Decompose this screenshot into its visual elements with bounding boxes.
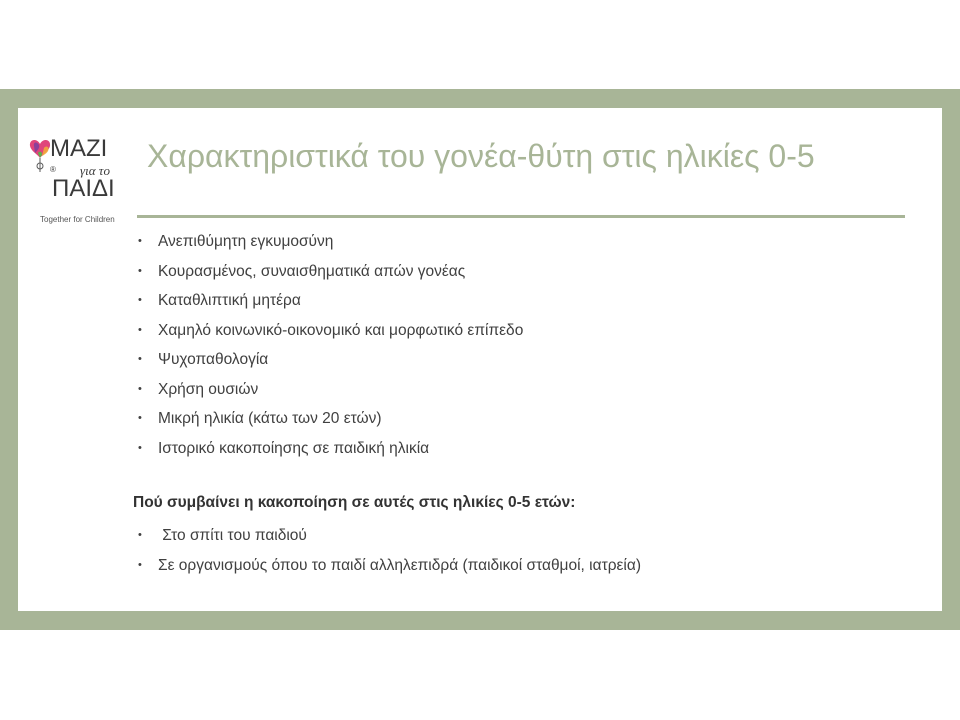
- logo-word-mazi: ΜΑΖΙ: [50, 135, 108, 162]
- list-item: • Ανεπιθύμητη εγκυμοσύνη: [136, 227, 523, 257]
- bullet-icon: •: [138, 529, 142, 541]
- hearts-logo-icon: [28, 136, 52, 174]
- list-item: • Ψυχοπαθολογία: [136, 345, 523, 375]
- bullet-icon: •: [138, 353, 142, 365]
- list-item: • Μικρή ηλικία (κάτω των 20 ετών): [136, 404, 523, 434]
- logo-tagline: Together for Children: [40, 215, 115, 224]
- list-item: • Κουρασμένος, συναισθηματικά απών γονέας: [136, 257, 523, 287]
- bullet-icon: •: [138, 235, 142, 247]
- bullet-icon: •: [138, 264, 142, 277]
- list-item: • Χρήση ουσιών: [136, 375, 523, 405]
- logo: [28, 134, 128, 224]
- list-item: • Ιστορικό κακοποίησης σε παιδική ηλικία: [136, 434, 523, 464]
- registered-mark: ®: [50, 165, 56, 174]
- slide-frame: [0, 89, 960, 630]
- list-item: • Καταθλιπτική μητέρα: [136, 286, 523, 316]
- list-item: • Σε οργανισμούς όπου το παιδί αλληλεπιδρά (παιδικοί σταθμοί, ιατρεία): [136, 551, 641, 581]
- bullet-icon: •: [138, 323, 142, 336]
- slide-title: Χαρακτηριστικά του γονέα-θύτη στις ηλικίες 0-5: [147, 138, 815, 174]
- logo-word-paidi: ΠΑΙΔΙ: [52, 175, 115, 202]
- list-item: • Χαμηλό κοινωνικό-οικονομικό και μορφωτικό επίπεδο: [136, 316, 523, 346]
- bullet-icon: •: [138, 412, 142, 424]
- list-item: • Στο σπίτι του παιδιού: [136, 521, 641, 551]
- bullet-icon: •: [138, 294, 142, 306]
- locations-subheading: Πού συμβαίνει η κακοποίηση σε αυτές στις ηλικίες 0-5 ετών:: [133, 494, 576, 511]
- characteristics-list: [136, 227, 523, 463]
- bullet-icon: •: [138, 558, 142, 571]
- bullet-icon: •: [138, 441, 142, 454]
- locations-list: [136, 521, 641, 580]
- logo-word-gia-to: για το: [80, 163, 110, 178]
- bullet-icon: •: [138, 382, 142, 395]
- title-divider: [137, 215, 905, 218]
- slide: [18, 108, 942, 611]
